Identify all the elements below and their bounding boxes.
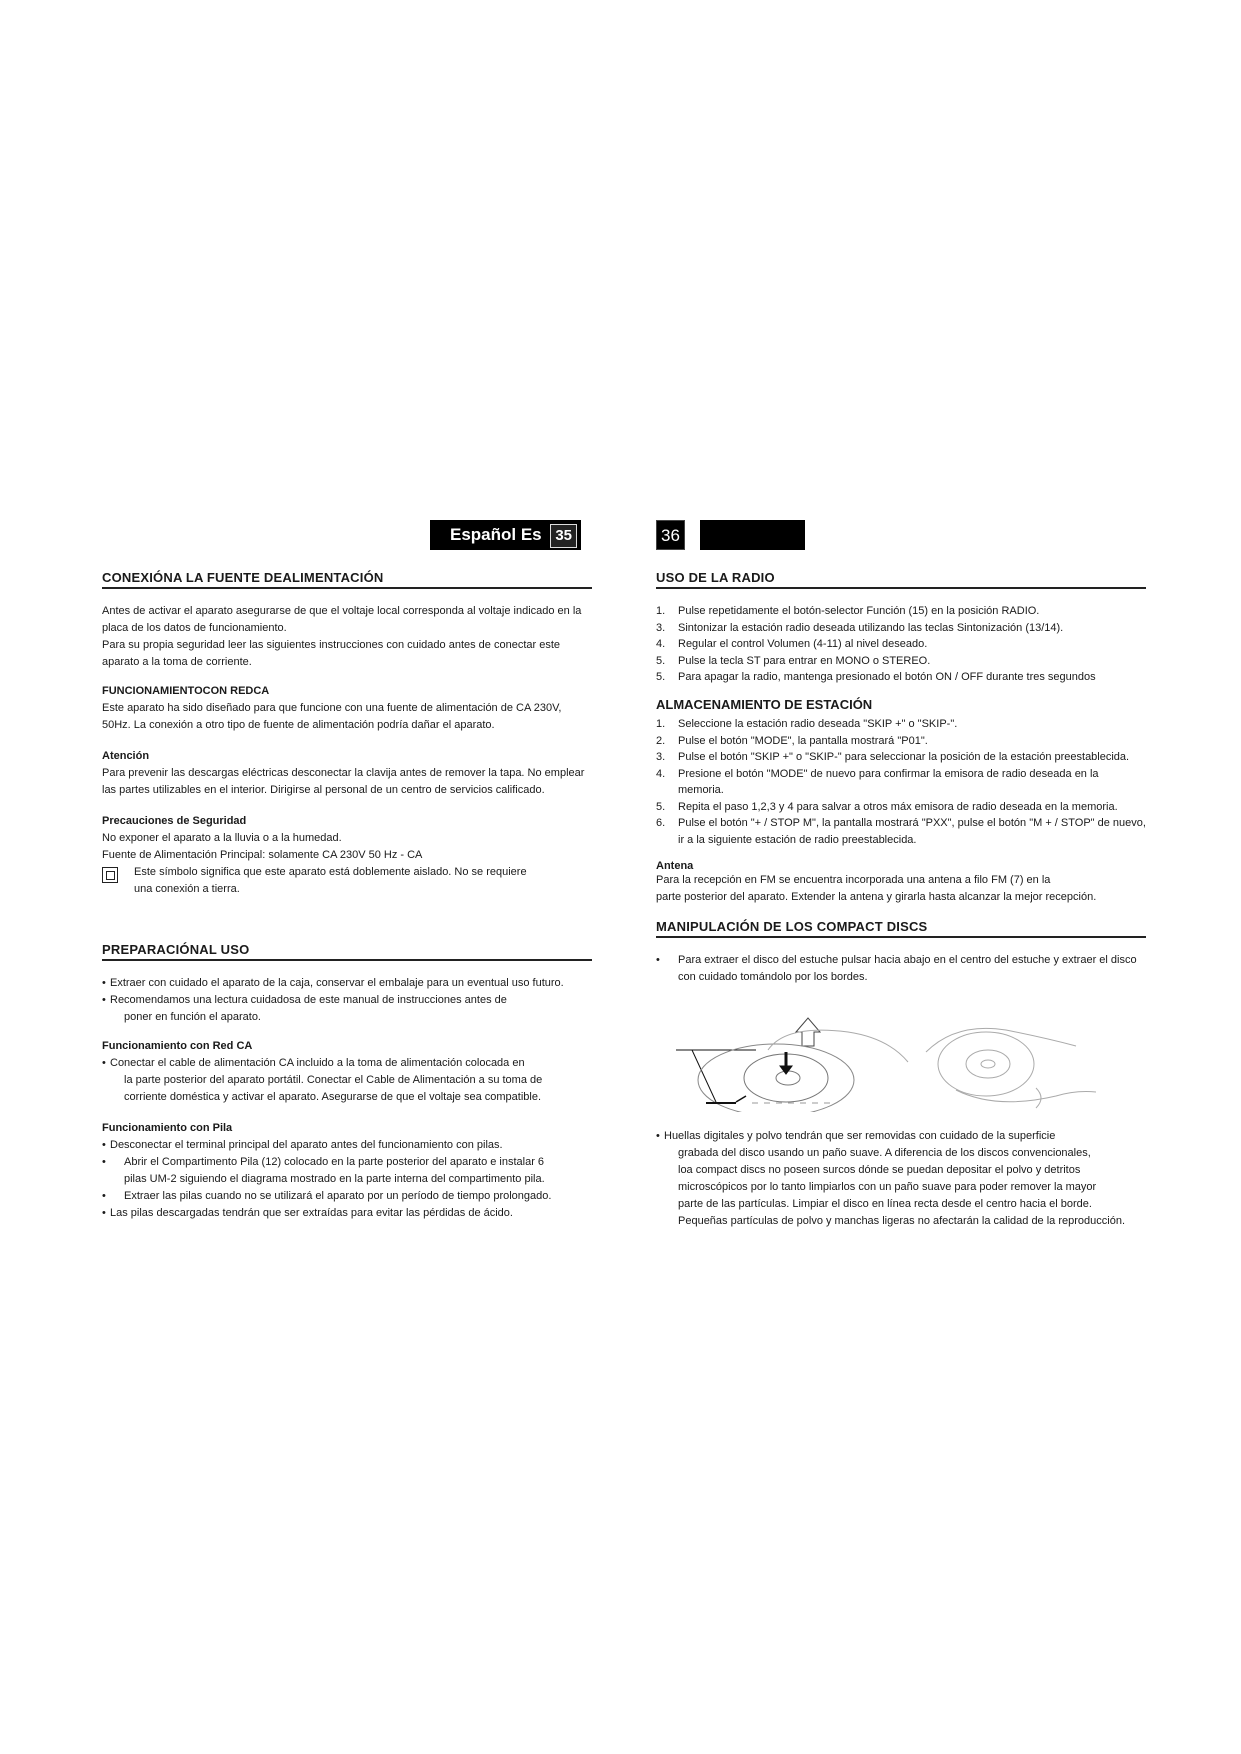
list-item-text: Abrir el Compartimento Pila (12) colocado en la parte posterior del aparato e instalar 6 [124, 1156, 545, 1168]
list-item [656, 749, 1146, 766]
paragraph: parte posterior del aparato. Extender la antena y girarla hasta alcanzar la mejor recepción. [656, 891, 1097, 903]
bullet-list [102, 1137, 592, 1222]
double-insulation-note [102, 864, 592, 898]
list-item [656, 799, 1146, 816]
list-item-number: 3. [656, 751, 666, 763]
list-item: • Extraer las pilas cuando no se utilizará el aparato por un período de tiempo prolongado. [102, 1188, 592, 1205]
list-item-text: Pulse el botón "+ / STOP M", la pantalla mostrará "PXX", pulse el botón "M + / STOP" de nuevo, ir a la siguiente estación de radio preestablecida. [678, 817, 1146, 846]
list-item-number: 5. [656, 800, 666, 813]
paragraph: Para la recepción en FM se encuentra incorporada una antena a filo FM (7) en la [656, 874, 1051, 886]
list-item-number: 5. [656, 654, 666, 667]
paragraph: Este símbolo significa que este aparato está doblemente aislado. No se requiere [134, 866, 527, 878]
list-item [656, 815, 1146, 848]
compact-disc-section [656, 919, 1146, 1230]
section-title: MANIPULACIÓN DE LOS COMPACT DISCS [656, 919, 1146, 938]
list-item-text: Sintonizar la estación radio deseada utilizando las teclas Sintonización (13/14). [678, 621, 1064, 634]
paragraph: Para su propia seguridad leer las siguientes instrucciones con cuidado antes de conectar este aparato a la toma de corriente. [102, 639, 560, 668]
right-page-number: 36 [656, 520, 685, 550]
bullet-list [102, 975, 592, 1026]
header-language-label: Español Es [450, 525, 542, 544]
list-item-text: corriente doméstica y activar el aparato. Asegurarse de que el voltaje sea compatible. [124, 1091, 542, 1103]
left-page-number: 35 [550, 524, 577, 548]
list-item [656, 603, 1146, 620]
list-item-text: grabada del disco usando un paño suave. A diferencia de los discos convencionales, [678, 1147, 1091, 1159]
bullet-list [656, 952, 1146, 986]
paragraph: Antes de activar el aparato asegurarse de que el voltaje local corresponda al voltaje indicado en la placa de los datos de funcionamiento. [102, 605, 582, 634]
list-item-text: Pulse el botón "SKIP +" o "SKIP-" para seleccionar la posición de la estación preestablecida. [678, 751, 1130, 763]
paragraph: Fuente de Alimentación Principal: solamente CA 230V 50 Hz - CA [102, 849, 423, 861]
preparation-section [102, 942, 592, 1222]
radio-use-section [656, 570, 1146, 686]
power-connection-section [102, 570, 592, 898]
list-item: • Desconectar el terminal principal del aparato antes del funcionamiento con pilas. [102, 1137, 592, 1154]
section-title: USO DE LA RADIO [656, 570, 1146, 589]
section-heading: ALMACENAMIENTO DE ESTACIÓN [656, 697, 873, 712]
list-item-number: 3. [656, 621, 666, 634]
numbered-list [656, 716, 1146, 848]
section-title: PREPARACIÓNAL USO [102, 942, 592, 961]
list-item-text: Para apagar la radio, mantenga presionado el botón ON / OFF durante tres segundos [678, 671, 1096, 683]
station-memory-section [656, 697, 1146, 906]
list-item [656, 669, 1146, 686]
list-item-text: microscópicos por lo tanto limpiarlos con un paño suave para poder remover la mayor [678, 1181, 1097, 1193]
list-item-text: Pequeñas partículas de polvo y manchas ligeras no afectarán la calidad de la reproducción. [678, 1215, 1125, 1227]
list-item: • Extraer con cuidado el aparato de la caja, conservar el embalaje para un eventual uso futuro. [102, 975, 592, 992]
bullet-list [102, 1055, 592, 1106]
list-item-number: 4. [656, 638, 666, 650]
subheading: Funcionamiento con Pila [102, 1122, 233, 1134]
list-item [102, 992, 592, 1026]
list-item [656, 766, 1146, 799]
list-item-text: Repita el paso 1,2,3 y 4 para salvar a otros máx emisora de radio deseada en la memoria. [678, 800, 1118, 813]
list-item-text: Recomendamos una lectura cuidadosa de este manual de instrucciones antes de [110, 994, 507, 1006]
list-item-number: 4. [656, 767, 666, 780]
list-item [656, 620, 1146, 637]
list-item-text: Pulse el botón "MODE", la pantalla mostrará "P01". [678, 734, 928, 747]
list-item [102, 1055, 592, 1106]
paragraph: No exponer el aparato a la lluvia o a la humedad. [102, 832, 342, 844]
subheading: FUNCIONAMIENTOCON REDCA [102, 685, 270, 697]
list-item-number: 1. [656, 718, 666, 730]
list-item-number: 1. [656, 605, 666, 617]
list-item [102, 1154, 592, 1188]
list-item [656, 716, 1146, 733]
list-item-text: Regular el control Volumen (4-11) al nivel deseado. [678, 638, 928, 650]
list-item-number: 6. [656, 817, 666, 829]
list-item-text: Huellas digitales y polvo tendrán que ser removidas con cuidado de la superficie [664, 1130, 1056, 1142]
list-item [656, 1128, 1146, 1230]
section-title: CONEXIÓNA LA FUENTE DEALIMENTACIÓN [102, 570, 592, 589]
subheading: Precauciones de Seguridad [102, 815, 247, 827]
down-arrow-icon [780, 1066, 792, 1074]
list-item [656, 653, 1146, 670]
list-item-text: parte de las partículas. Limpiar el disco en línea recta desde el centro hacia el borde. [678, 1198, 1092, 1210]
list-item-text: loa compact discs no poseen surcos dónde se puedan depositar el polvo y detritos [678, 1164, 1081, 1176]
list-item-text: Pulse repetidamente el botón-selector Función (15) en la posición RADIO. [678, 605, 1040, 617]
list-item [656, 733, 1146, 750]
list-item-number: 5. [656, 671, 666, 683]
cd-hands-illustration [926, 1028, 1096, 1108]
paragraph: una conexión a tierra. [134, 883, 240, 895]
paragraph: Este aparato ha sido diseñado para que funcione con una fuente de alimentación de CA 230V, 50Hz. La conexión a otro tipo de fuente de alimentación podría dañar el aparato. [102, 702, 562, 731]
list-item-text: Seleccione la estación radio deseada "SKIP +" o "SKIP-". [678, 718, 958, 730]
subheading: Atención [102, 750, 150, 762]
list-item-text: Pulse la tecla ST para entrar en MONO o STEREO. [678, 654, 931, 667]
list-item-text: poner en función el aparato. [124, 1011, 261, 1023]
cd-case-illustration [676, 1018, 908, 1112]
header-right-bar [700, 520, 805, 550]
list-item-text: la parte posterior del aparato portátil. Conectar el Cable de Alimentación a su toma de [124, 1074, 543, 1086]
list-item: • Para extraer el disco del estuche pulsar hacia abajo en el centro del estuche y extraer el disco con cuidado tomándolo por los bordes. [656, 952, 1146, 986]
subheading: Antena [656, 860, 694, 872]
header-language-tab [430, 520, 581, 550]
list-item: • Las pilas descargadas tendrán que ser extraídas para evitar las pérdidas de ácido. [102, 1205, 592, 1222]
list-item [656, 636, 1146, 653]
list-item-text: pilas UM-2 siguiendo el diagrama mostrado en la parte interna del compartimento pila. [124, 1173, 545, 1185]
list-item-text: Presione el botón "MODE" de nuevo para confirmar la emisora de radio deseada en la memoria. [678, 767, 1099, 796]
paragraph: Para prevenir las descargas eléctricas desconectar la clavija antes de remover la tapa. No emplear las partes utilizables en el interior. Dirigirse al personal de un centro de servicios calificado. [102, 767, 585, 796]
cd-handling-illustration [656, 992, 1096, 1112]
list-item-number: 2. [656, 734, 666, 747]
bullet-list [656, 1128, 1146, 1230]
list-item-text: Conectar el cable de alimentación CA incluido a la toma de alimentación colocada en [110, 1057, 525, 1069]
subheading: Funcionamiento con Red CA [102, 1040, 253, 1052]
numbered-list [656, 603, 1146, 686]
double-insulation-icon [102, 867, 118, 883]
